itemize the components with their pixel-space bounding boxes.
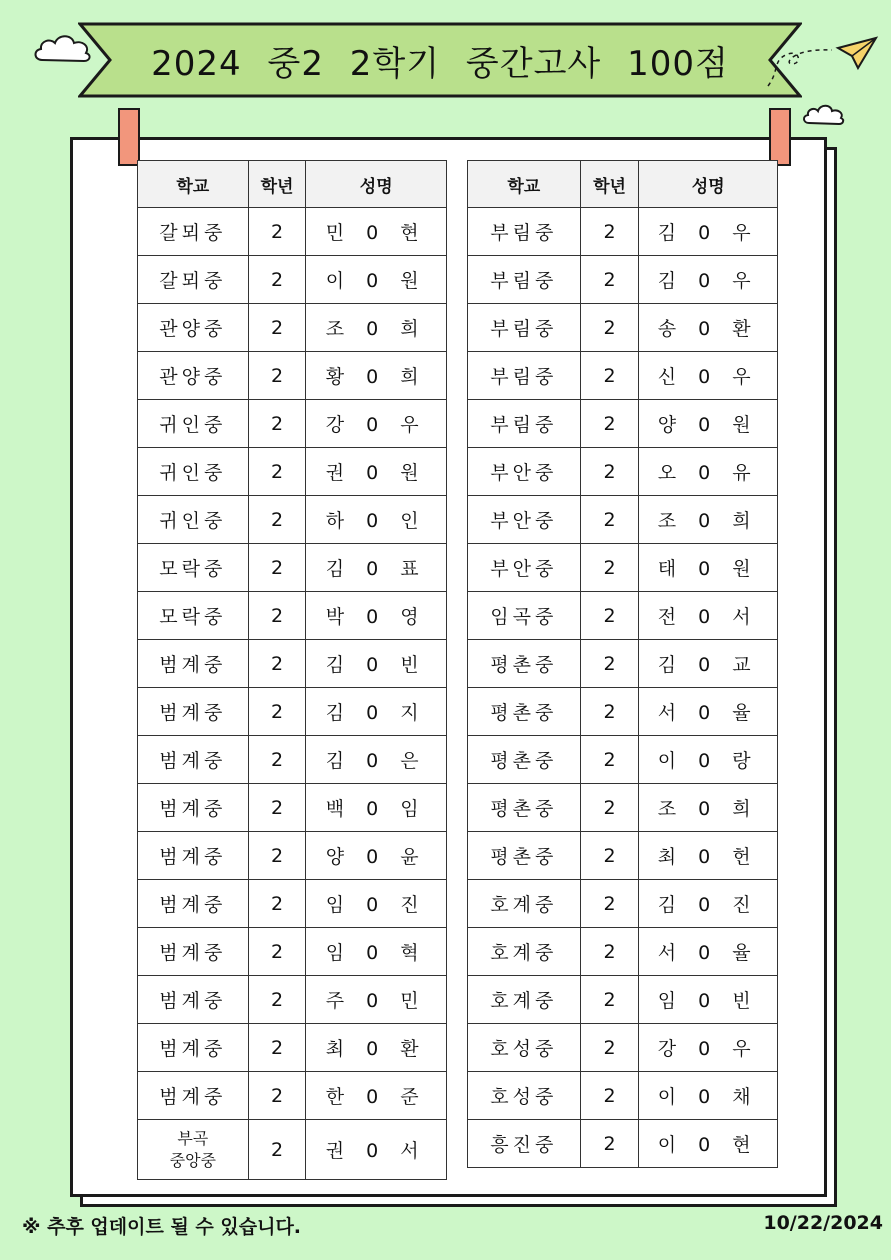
grade-cell: 2 bbox=[248, 1024, 306, 1072]
school-cell: 흥진중 bbox=[468, 1120, 581, 1168]
header-grade: 학년 bbox=[248, 161, 306, 208]
grade-cell: 2 bbox=[580, 592, 639, 640]
school-cell: 모락중 bbox=[138, 544, 249, 592]
school-cell: 호계중 bbox=[468, 880, 581, 928]
table-row bbox=[468, 304, 778, 352]
grade-cell: 2 bbox=[248, 1120, 306, 1180]
school-cell: 임곡중 bbox=[468, 592, 581, 640]
grade-cell: 2 bbox=[248, 592, 306, 640]
name-cell: 강 0 우 bbox=[639, 1024, 778, 1072]
roster-table-right bbox=[467, 160, 778, 1168]
grade-cell: 2 bbox=[580, 928, 639, 976]
table-row bbox=[468, 400, 778, 448]
name-cell: 김 0 지 bbox=[306, 688, 447, 736]
name-cell: 임 0 빈 bbox=[639, 976, 778, 1024]
table-row bbox=[138, 1072, 447, 1120]
table-row bbox=[468, 256, 778, 304]
grade-cell: 2 bbox=[248, 256, 306, 304]
paper-plane-icon bbox=[762, 30, 882, 90]
name-cell: 김 0 은 bbox=[306, 736, 447, 784]
name-cell: 박 0 영 bbox=[306, 592, 447, 640]
school-cell: 부림중 bbox=[468, 352, 581, 400]
grade-cell: 2 bbox=[580, 1072, 639, 1120]
name-cell: 조 0 희 bbox=[306, 304, 447, 352]
school-cell: 범계중 bbox=[138, 1024, 249, 1072]
grade-cell: 2 bbox=[580, 400, 639, 448]
table-row bbox=[468, 784, 778, 832]
grade-cell: 2 bbox=[248, 976, 306, 1024]
header-name: 성명 bbox=[639, 161, 778, 208]
name-cell: 권 0 서 bbox=[306, 1120, 447, 1180]
grade-cell: 2 bbox=[580, 304, 639, 352]
grade-cell: 2 bbox=[248, 640, 306, 688]
school-cell: 평촌중 bbox=[468, 640, 581, 688]
table-row bbox=[138, 1120, 447, 1180]
grade-cell: 2 bbox=[248, 832, 306, 880]
name-cell: 민 0 현 bbox=[306, 208, 447, 256]
school-cell: 평촌중 bbox=[468, 784, 581, 832]
name-cell: 오 0 유 bbox=[639, 448, 778, 496]
table-row bbox=[468, 448, 778, 496]
footer-date: 10/22/2024 bbox=[763, 1212, 883, 1234]
name-cell: 강 0 우 bbox=[306, 400, 447, 448]
school-cell: 범계중 bbox=[138, 1072, 249, 1120]
grade-cell: 2 bbox=[248, 352, 306, 400]
grade-cell: 2 bbox=[248, 304, 306, 352]
grade-cell: 2 bbox=[580, 784, 639, 832]
school-cell: 부안중 bbox=[468, 544, 581, 592]
grade-cell: 2 bbox=[248, 784, 306, 832]
header-school: 학교 bbox=[468, 161, 581, 208]
name-cell: 김 0 진 bbox=[639, 880, 778, 928]
table-row bbox=[468, 1024, 778, 1072]
grade-cell: 2 bbox=[248, 736, 306, 784]
table-row bbox=[468, 208, 778, 256]
name-cell: 김 0 교 bbox=[639, 640, 778, 688]
name-cell: 임 0 진 bbox=[306, 880, 447, 928]
table-row bbox=[468, 832, 778, 880]
school-cell: 범계중 bbox=[138, 784, 249, 832]
school-cell: 범계중 bbox=[138, 688, 249, 736]
school-cell: 범계중 bbox=[138, 736, 249, 784]
table-row bbox=[138, 256, 447, 304]
table-row bbox=[138, 592, 447, 640]
grade-cell: 2 bbox=[580, 880, 639, 928]
school-cell: 부림중 bbox=[468, 304, 581, 352]
school-cell: 범계중 bbox=[138, 976, 249, 1024]
school-cell: 귀인중 bbox=[138, 448, 249, 496]
school-cell: 부안중 bbox=[468, 496, 581, 544]
school-cell: 부안중 bbox=[468, 448, 581, 496]
school-cell: 관양중 bbox=[138, 352, 249, 400]
school-cell: 범계중 bbox=[138, 880, 249, 928]
name-cell: 신 0 우 bbox=[639, 352, 778, 400]
table-row bbox=[138, 688, 447, 736]
header-school: 학교 bbox=[138, 161, 249, 208]
school-cell: 부림중 bbox=[468, 400, 581, 448]
grade-cell: 2 bbox=[248, 544, 306, 592]
table-row bbox=[468, 496, 778, 544]
school-cell: 평촌중 bbox=[468, 688, 581, 736]
grade-cell: 2 bbox=[580, 832, 639, 880]
table-row bbox=[468, 640, 778, 688]
table-row bbox=[138, 352, 447, 400]
grade-cell: 2 bbox=[248, 688, 306, 736]
school-cell: 호성중 bbox=[468, 1024, 581, 1072]
grade-cell: 2 bbox=[248, 1072, 306, 1120]
table-row bbox=[468, 592, 778, 640]
name-cell: 임 0 혁 bbox=[306, 928, 447, 976]
school-cell: 호성중 bbox=[468, 1072, 581, 1120]
grade-cell: 2 bbox=[248, 400, 306, 448]
name-cell: 전 0 서 bbox=[639, 592, 778, 640]
tape-left bbox=[118, 108, 140, 166]
school-cell: 호계중 bbox=[468, 976, 581, 1024]
table-row bbox=[468, 1072, 778, 1120]
name-cell: 권 0 원 bbox=[306, 448, 447, 496]
footer-note: ※ 추후 업데이트 될 수 있습니다. bbox=[22, 1216, 302, 1238]
name-cell: 김 0 우 bbox=[639, 256, 778, 304]
table-row bbox=[138, 880, 447, 928]
grade-cell: 2 bbox=[580, 496, 639, 544]
name-cell: 백 0 임 bbox=[306, 784, 447, 832]
name-cell: 양 0 원 bbox=[639, 400, 778, 448]
page-title: 2024 중2 2학기 중간고사 100점 bbox=[151, 43, 729, 84]
name-cell: 조 0 희 bbox=[639, 784, 778, 832]
roster-table-left bbox=[137, 160, 447, 1180]
school-cell: 범계중 bbox=[138, 832, 249, 880]
grade-cell: 2 bbox=[580, 976, 639, 1024]
name-cell: 주 0 민 bbox=[306, 976, 447, 1024]
school-cell: 평촌중 bbox=[468, 736, 581, 784]
grade-cell: 2 bbox=[580, 208, 639, 256]
table-row bbox=[138, 736, 447, 784]
grade-cell: 2 bbox=[580, 688, 639, 736]
name-cell: 서 0 율 bbox=[639, 688, 778, 736]
school-cell: 갈뫼중 bbox=[138, 208, 249, 256]
school-cell: 갈뫼중 bbox=[138, 256, 249, 304]
header-grade: 학년 bbox=[580, 161, 639, 208]
grade-cell: 2 bbox=[580, 352, 639, 400]
name-cell: 김 0 우 bbox=[639, 208, 778, 256]
name-cell: 이 0 랑 bbox=[639, 736, 778, 784]
table-row bbox=[138, 640, 447, 688]
name-cell: 양 0 윤 bbox=[306, 832, 447, 880]
table-row bbox=[468, 928, 778, 976]
header-name: 성명 bbox=[306, 161, 447, 208]
school-cell: 귀인중 bbox=[138, 496, 249, 544]
table-row bbox=[468, 688, 778, 736]
name-cell: 하 0 인 bbox=[306, 496, 447, 544]
table-row bbox=[138, 832, 447, 880]
school-cell: 관양중 bbox=[138, 304, 249, 352]
grade-cell: 2 bbox=[248, 496, 306, 544]
table-row bbox=[468, 352, 778, 400]
grade-cell: 2 bbox=[580, 1024, 639, 1072]
tape-right bbox=[769, 108, 791, 166]
grade-cell: 2 bbox=[248, 880, 306, 928]
table-row bbox=[138, 976, 447, 1024]
grade-cell: 2 bbox=[580, 736, 639, 784]
name-cell: 태 0 원 bbox=[639, 544, 778, 592]
school-cell: 부곡 중앙중 bbox=[138, 1120, 249, 1180]
table-row bbox=[138, 208, 447, 256]
table-row bbox=[468, 880, 778, 928]
name-cell: 김 0 빈 bbox=[306, 640, 447, 688]
name-cell: 황 0 희 bbox=[306, 352, 447, 400]
table-row bbox=[468, 736, 778, 784]
grade-cell: 2 bbox=[248, 928, 306, 976]
school-cell: 부림중 bbox=[468, 208, 581, 256]
table-row bbox=[138, 928, 447, 976]
table-row bbox=[138, 304, 447, 352]
grade-cell: 2 bbox=[580, 1120, 639, 1168]
table-row bbox=[138, 448, 447, 496]
name-cell: 최 0 헌 bbox=[639, 832, 778, 880]
title-banner bbox=[78, 22, 802, 98]
table-row bbox=[468, 544, 778, 592]
name-cell: 이 0 원 bbox=[306, 256, 447, 304]
school-cell: 모락중 bbox=[138, 592, 249, 640]
school-cell: 범계중 bbox=[138, 640, 249, 688]
table-row bbox=[138, 496, 447, 544]
cloud-icon bbox=[800, 100, 846, 128]
name-cell: 이 0 현 bbox=[639, 1120, 778, 1168]
table-row bbox=[138, 1024, 447, 1072]
name-cell: 이 0 채 bbox=[639, 1072, 778, 1120]
grade-cell: 2 bbox=[248, 208, 306, 256]
grade-cell: 2 bbox=[580, 640, 639, 688]
table-row bbox=[138, 544, 447, 592]
table-row bbox=[138, 400, 447, 448]
name-cell: 김 0 표 bbox=[306, 544, 447, 592]
cloud-icon bbox=[30, 30, 94, 66]
school-cell: 부림중 bbox=[468, 256, 581, 304]
name-cell: 한 0 준 bbox=[306, 1072, 447, 1120]
name-cell: 서 0 율 bbox=[639, 928, 778, 976]
grade-cell: 2 bbox=[580, 256, 639, 304]
name-cell: 최 0 환 bbox=[306, 1024, 447, 1072]
school-cell: 호계중 bbox=[468, 928, 581, 976]
table-row bbox=[468, 1120, 778, 1168]
school-cell: 평촌중 bbox=[468, 832, 581, 880]
grade-cell: 2 bbox=[580, 448, 639, 496]
table-header-row bbox=[138, 161, 447, 208]
school-cell: 귀인중 bbox=[138, 400, 249, 448]
table-row bbox=[138, 784, 447, 832]
table-header-row bbox=[468, 161, 778, 208]
name-cell: 송 0 환 bbox=[639, 304, 778, 352]
name-cell: 조 0 희 bbox=[639, 496, 778, 544]
grade-cell: 2 bbox=[580, 544, 639, 592]
school-cell: 범계중 bbox=[138, 928, 249, 976]
grade-cell: 2 bbox=[248, 448, 306, 496]
table-row bbox=[468, 976, 778, 1024]
